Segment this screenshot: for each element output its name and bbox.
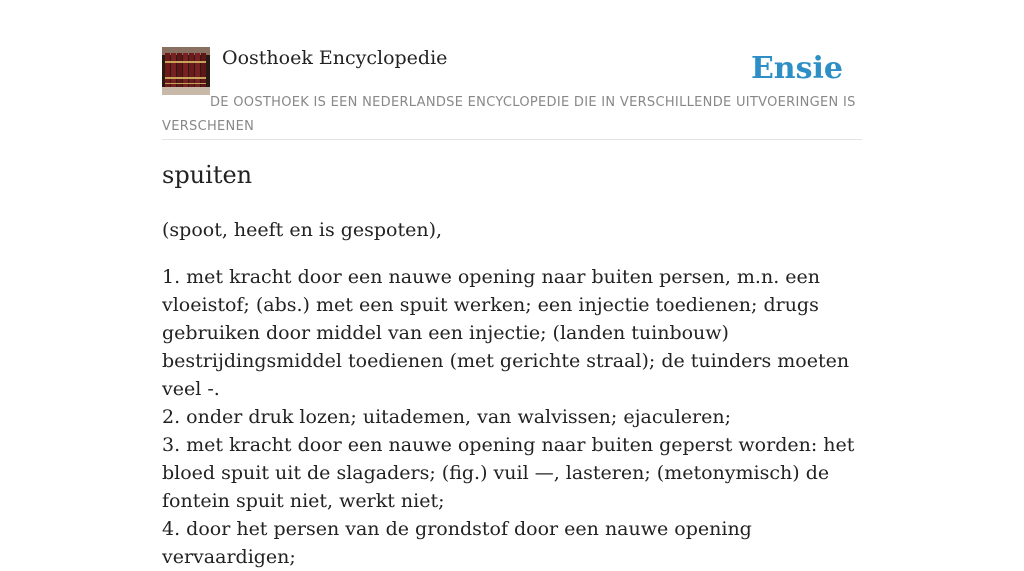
publication-name-link[interactable]: Oosthoek Encyclopedie [222, 47, 448, 69]
definition-item: 2. onder druk lozen; uitademen, van walvissen; ejaculeren; [162, 406, 731, 428]
entry-definitions [162, 263, 862, 571]
definition-item: 4. door het persen van de grondstof door een nauwe opening vervaardigen; [162, 518, 752, 568]
entry-title: spuiten [162, 161, 253, 189]
publication-avatar[interactable] [162, 47, 210, 95]
encyclopedia-books-icon [162, 47, 210, 95]
ensie-logo-link[interactable]: Ensie [750, 51, 843, 86]
entry-grammar: (spoot, heeft en is gespoten), [162, 219, 443, 241]
definition-item: 1. met kracht door een nauwe opening naar buiten persen, m.n. een vloeistof; (abs.) met een spuit werken; een injectie toedienen; drugs gebruiken door middel van een injectie; (landen tuinbouw) bestrijdingsmiddel toedienen (met gerichte straal); de tuinders moeten veel -. [162, 266, 850, 400]
publication-tagline: DE OOSTHOEK IS EEN NEDERLANDSE ENCYCLOPEDIE DIE IN VERSCHILLENDE UITVOERINGEN IS VERSCHENEN [162, 95, 856, 134]
definition-item: 3. met kracht door een nauwe opening naar buiten geperst worden: het bloed spuit uit de slagaders; (fig.) vuil —, lasteren; (metonymisch) de fontein spuit niet, werkt niet; [162, 434, 855, 512]
publication-header [162, 46, 862, 140]
